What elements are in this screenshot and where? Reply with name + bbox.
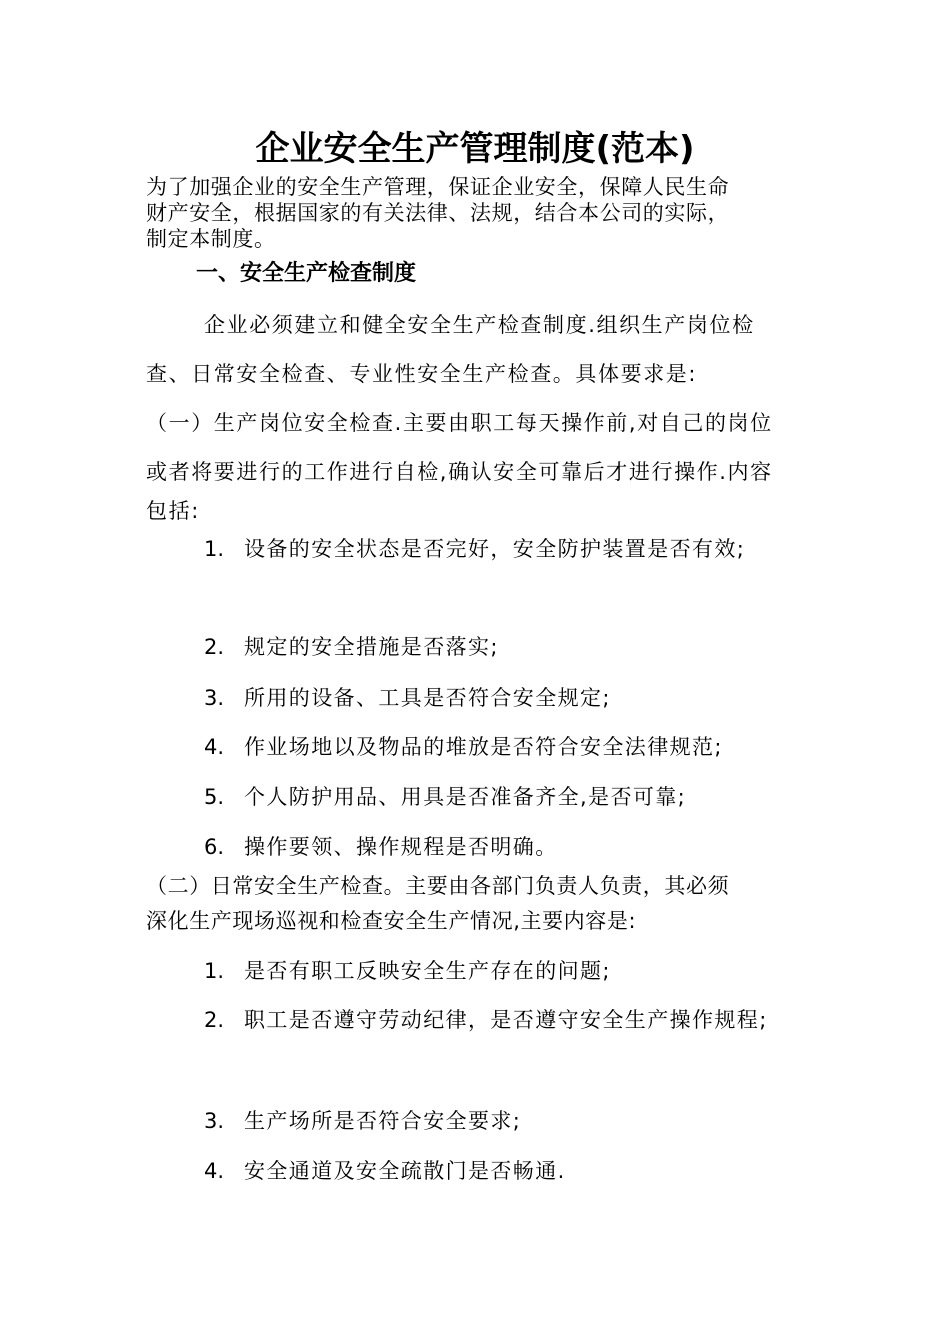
section-paragraph-line-1: 企业必须建立和健全安全生产检查制度.组织生产岗位检 [204, 313, 755, 337]
list-item-text: 规定的安全措施是否落实; [244, 635, 499, 659]
list-item-text: 设备的安全状态是否完好，安全防护装置是否有效; [244, 537, 746, 561]
list-item-text: 是否有职工反映安全生产存在的问题; [244, 959, 611, 983]
subsection-1-line-1: （一）生产岗位安全检查.主要由职工每天操作前,对自己的岗位 [146, 411, 773, 435]
list-item-text: 生产场所是否符合安全要求; [244, 1109, 522, 1133]
section-paragraph-line-2: 查、日常安全检查、专业性安全生产检查。具体要求是: [146, 362, 698, 386]
list-item-number: 2. [204, 635, 225, 659]
list-item [204, 833, 558, 861]
list-item [204, 1157, 566, 1185]
document-title: 企业安全生产管理制度(范本) [255, 129, 695, 169]
intro-line-3: 制定本制度。 [146, 227, 276, 251]
list-item [204, 1107, 521, 1135]
list-item-number: 3. [204, 1109, 225, 1133]
list-item-text: 操作要领、操作规程是否明确。 [244, 835, 558, 859]
list-item [204, 733, 723, 761]
list-item-number: 1. [204, 537, 225, 561]
list-item-number: 6. [204, 835, 225, 859]
list-item-number: 4. [204, 735, 225, 759]
intro-line-1: 为了加强企业的安全生产管理，保证企业安全，保障人民生命 [146, 175, 730, 199]
list-item-number: 5. [204, 785, 225, 809]
section-heading: 一、安全生产检查制度 [196, 261, 417, 286]
subsection-1-line-3: 包括: [146, 499, 200, 523]
list-item-number: 3. [204, 686, 225, 710]
list-item-number: 2. [204, 1008, 225, 1032]
intro-line-2: 财产安全，根据国家的有关法律、法规，结合本公司的实际， [146, 201, 730, 225]
list-item-text: 个人防护用品、用具是否准备齐全,是否可靠; [244, 785, 687, 809]
list-item-number: 1. [204, 959, 225, 983]
list-item [204, 1006, 768, 1034]
list-item [204, 535, 745, 563]
list-item-text: 职工是否遵守劳动纪律，是否遵守安全生产操作规程; [244, 1008, 768, 1032]
list-item-number: 4. [204, 1159, 225, 1183]
list-item [204, 957, 611, 985]
list-item-text: 所用的设备、工具是否符合安全规定; [244, 686, 611, 710]
list-item-text: 作业场地以及物品的堆放是否符合安全法律规范; [244, 735, 723, 759]
list-item-text: 安全通道及安全疏散门是否畅通. [244, 1159, 566, 1183]
list-item [204, 783, 686, 811]
subsection-2-line-2: 深化生产现场巡视和检查安全生产情况,主要内容是: [146, 909, 637, 933]
subsection-1-line-2: 或者将要进行的工作进行自检,确认安全可靠后才进行操作.内容 [146, 460, 773, 484]
list-item [204, 633, 499, 661]
list-item [204, 684, 611, 712]
subsection-2-line-1: （二）日常安全生产检查。主要由各部门负责人负责，其必须 [146, 874, 730, 898]
